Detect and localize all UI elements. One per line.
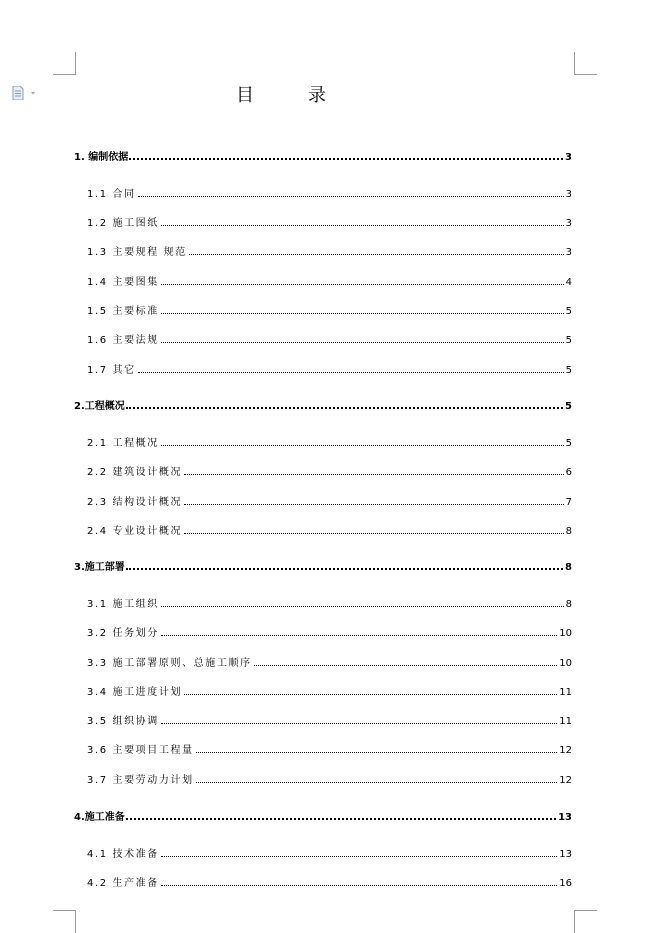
- toc-entry-text: 4.施工准备: [74, 812, 125, 823]
- dot-leader: [161, 849, 557, 857]
- toc-entry-1-7[interactable]: [87, 361, 572, 376]
- toc-page-number: 4: [565, 277, 572, 288]
- dot-leader: [161, 878, 557, 886]
- page-corner-mark-bottom-left: [53, 910, 76, 933]
- toc-entry-text: 4.2 生产准备: [87, 878, 159, 889]
- dot-leader: [184, 467, 564, 475]
- toc-page-number: 8: [565, 562, 572, 573]
- toc-entry-2-4[interactable]: [87, 522, 572, 537]
- toc-page-number: 10: [559, 628, 572, 639]
- dot-leader: [196, 775, 558, 783]
- toc-entry-1-6[interactable]: [87, 331, 572, 346]
- toc-entry-2-1[interactable]: [87, 434, 572, 449]
- dot-leader: [189, 247, 564, 255]
- toc-entry-text: 3.4 施工进度计划: [87, 687, 183, 698]
- dot-leader: [254, 658, 558, 666]
- toc-entry-text: 4.1 技术准备: [87, 849, 159, 860]
- toc-page-number: 3: [565, 218, 572, 229]
- dot-leader: [161, 306, 564, 314]
- toc-entry-text: 3.3 施工部署原则、总施工顺序: [87, 658, 252, 669]
- toc-entry-1-1[interactable]: [87, 185, 572, 200]
- toc-entry-2-3[interactable]: [87, 493, 572, 508]
- dot-leader: [161, 716, 557, 724]
- toc-page-number: 6: [565, 467, 572, 478]
- dot-leader: [161, 599, 564, 607]
- toc-entry-text: 3.2 任务划分: [87, 628, 159, 639]
- toc-entry-3-3[interactable]: [87, 654, 572, 669]
- toc-page-number: 7: [565, 497, 572, 508]
- toc-entry-text: 2.3 结构设计概况: [87, 497, 183, 508]
- toc-page-number: 3: [565, 189, 572, 200]
- dot-leader: [126, 400, 563, 409]
- toc-page-number: 11: [559, 716, 572, 727]
- dot-leader: [184, 526, 564, 534]
- toc-page-number: 13: [558, 812, 572, 823]
- toc-entry-3[interactable]: [74, 558, 572, 573]
- toc-page-number: 5: [565, 365, 572, 376]
- dot-leader: [184, 687, 557, 695]
- dot-leader: [196, 745, 558, 753]
- dot-leader: [161, 628, 557, 636]
- toc-entry-2[interactable]: [74, 397, 572, 412]
- toc-entry-text: 3.6 主要项目工程量: [87, 745, 194, 756]
- toc-entry-text: 3.7 主要劳动力计划: [87, 775, 194, 786]
- toc-page-number: 10: [559, 658, 572, 669]
- toc-entry-1-3[interactable]: [87, 243, 572, 258]
- toc-page-number: 16: [559, 878, 572, 889]
- toc-entry-text: 1.6 主要法规: [87, 335, 159, 346]
- dot-leader: [161, 218, 564, 226]
- toc-entry-text: 1.4 主要图集: [87, 277, 159, 288]
- toc-entry-text: 1.1 合同: [87, 189, 136, 200]
- toc-entry-2-2[interactable]: [87, 463, 572, 478]
- toc-entry-text: 1. 编制依据: [74, 152, 129, 163]
- toc-entry-text: 1.7 其它: [87, 365, 136, 376]
- toc-entry-text: 3.1 施工组织: [87, 599, 159, 610]
- page-corner-mark-bottom-right: [574, 910, 597, 933]
- toc-entry-text: 2.4 专业设计概况: [87, 526, 183, 537]
- page-corner-mark-top-right: [574, 52, 597, 75]
- toc-entry-text: 3.施工部署: [74, 562, 125, 573]
- dot-leader: [161, 438, 564, 446]
- toc-page-number: 5: [565, 306, 572, 317]
- toc-entry-4-1[interactable]: [87, 845, 572, 860]
- toc-title: 目 录: [236, 85, 344, 106]
- toc-page-number: 8: [565, 526, 572, 537]
- dot-leader: [184, 497, 564, 505]
- toc-entry-3-1[interactable]: [87, 595, 572, 610]
- toc-entry-3-6[interactable]: [87, 741, 572, 756]
- toc-page-number: 11: [559, 687, 572, 698]
- toc-entry-3-7[interactable]: [87, 771, 572, 786]
- toc-entry-text: 1.5 主要标准: [87, 306, 159, 317]
- toc-entry-3-5[interactable]: [87, 712, 572, 727]
- toc-page-number: 8: [565, 599, 572, 610]
- toc-entry-text: 2.1 工程概况: [87, 438, 159, 449]
- dot-leader: [161, 277, 564, 285]
- toc-page-number: 3: [565, 152, 572, 163]
- toc-entry-text: 2.2 建筑设计概况: [87, 467, 183, 478]
- toc-entry-1-5[interactable]: [87, 302, 572, 317]
- dot-leader: [161, 335, 564, 343]
- toc-page-number: 13: [559, 849, 572, 860]
- dot-leader: [126, 811, 556, 820]
- toc-entry-1-2[interactable]: [87, 214, 572, 229]
- toc-entry-3-2[interactable]: [87, 624, 572, 639]
- toc-page-number: 5: [565, 335, 572, 346]
- toc-entry-1-4[interactable]: [87, 273, 572, 288]
- toc-page-number: 12: [559, 745, 572, 756]
- toc-entry-4-2[interactable]: [87, 874, 572, 889]
- dot-leader: [138, 189, 564, 197]
- toc-entry-text: 1.2 施工图纸: [87, 218, 159, 229]
- toc-entry-1[interactable]: [74, 148, 572, 163]
- toc-page-number: 12: [559, 775, 572, 786]
- toc-page-number: 5: [565, 401, 572, 412]
- toc-entry-3-4[interactable]: [87, 683, 572, 698]
- toc-entry-text: 3.5 组织协调: [87, 716, 159, 727]
- dot-leader: [129, 151, 563, 160]
- dot-leader: [126, 561, 563, 570]
- toc-page-number: 5: [565, 438, 572, 449]
- toc-entry-text: 2.工程概况: [74, 401, 125, 412]
- page-corner-mark-top-left: [53, 52, 76, 75]
- toc-entry-text: 1.3 主要规程 规范: [87, 247, 187, 258]
- toc-entry-4[interactable]: [74, 808, 572, 823]
- dot-leader: [138, 365, 564, 373]
- toc-page-number: 3: [565, 247, 572, 258]
